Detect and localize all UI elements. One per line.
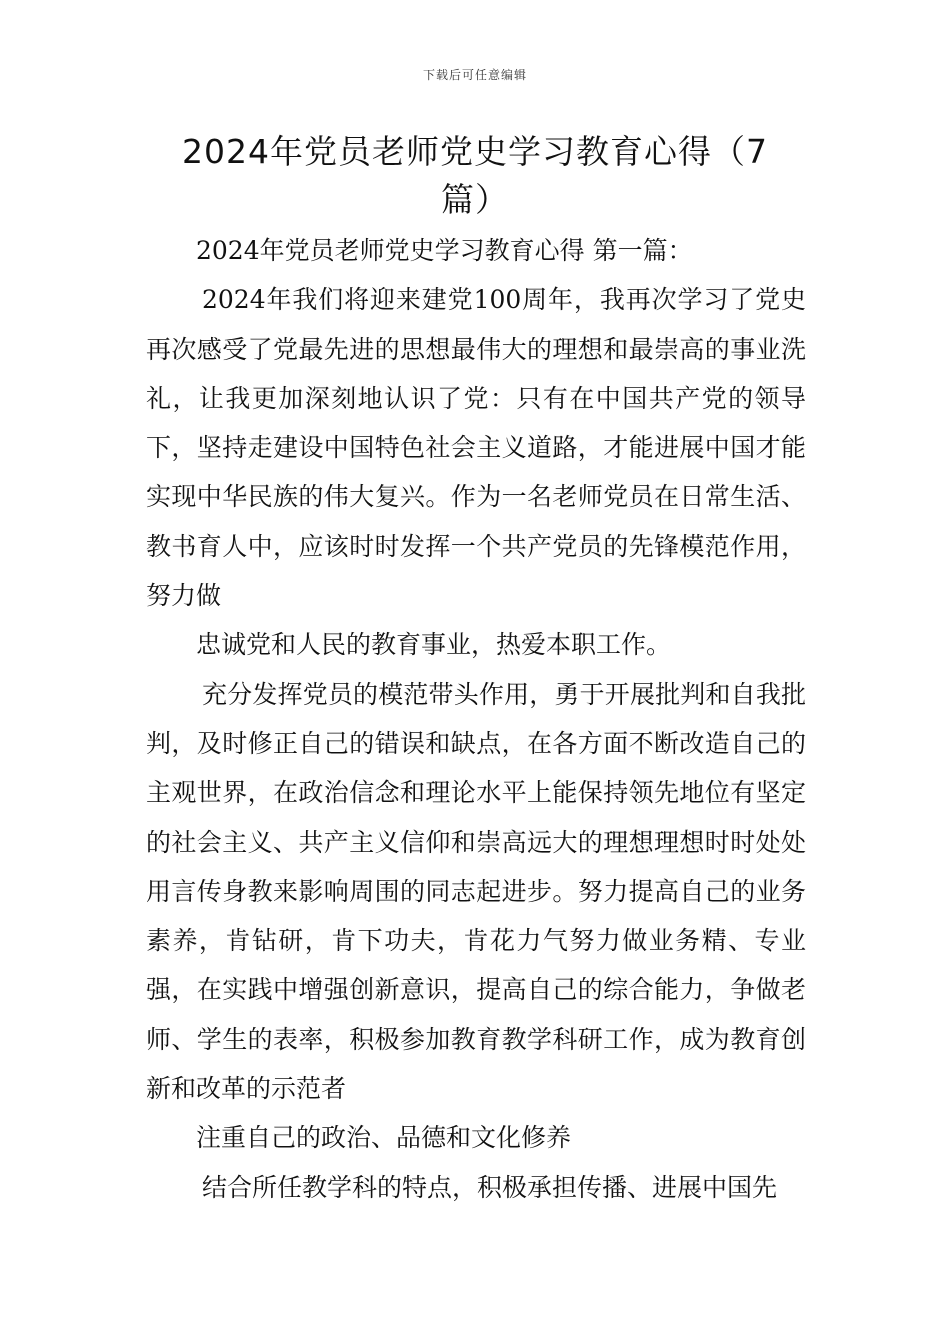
paragraph-intro: 2024年我们将迎来建党100周年，我再次学习了党史再次感受了党最先进的思想最伟大的理想和最崇高的事业洗礼，让我更加深刻地认识了党：只有在中国共产党的领导下，坚持走建设中国特色社会主义道路，才能进展中国才能实现中华民族的伟大复兴。作为一名老师党员在日常生活、教书育人中，应该时时发挥一个共产党员的先锋模范作用，努力做 <box>146 285 806 611</box>
paragraph-body-2: 充分发挥党员的模范带头作用，勇于开展批判和自我批判，及时修正自己的错误和缺点，在各方面不断改造自己的主观世界，在政治信念和理论水平上能保持领先地位有坚定的社会主义、共产主义信仰和崇高远大的理想理想时时处处用言传身教来影响周围的同志起进步。努力提高自己的业务素养，肯钻研，肯下功夫，肯花力气努力做业务精、专业强，在实践中增强创新意识，提高自己的综合能力，争做老师、学生的表率，积极参加教育教学科研工作，成为教育创新和改革的示范者 <box>146 679 806 1104</box>
page-header-note: 下载后可任意编辑 <box>422 68 527 82</box>
paragraph-point-2: 注重自己的政治、品德和文化修养 <box>196 1123 572 1153</box>
document-title: 2024年党员老师党史学习教育心得（7篇） <box>182 132 768 219</box>
section-heading-first: 2024年党员老师党史学习教育心得 第一篇： <box>196 236 693 265</box>
document-body <box>146 226 806 1212</box>
paragraph-point-1: 忠诚党和人民的教育事业，热爱本职工作。 <box>196 630 672 660</box>
paragraph-body-3: 结合所任教学科的特点，积极承担传播、进展中国先 <box>202 1172 778 1202</box>
